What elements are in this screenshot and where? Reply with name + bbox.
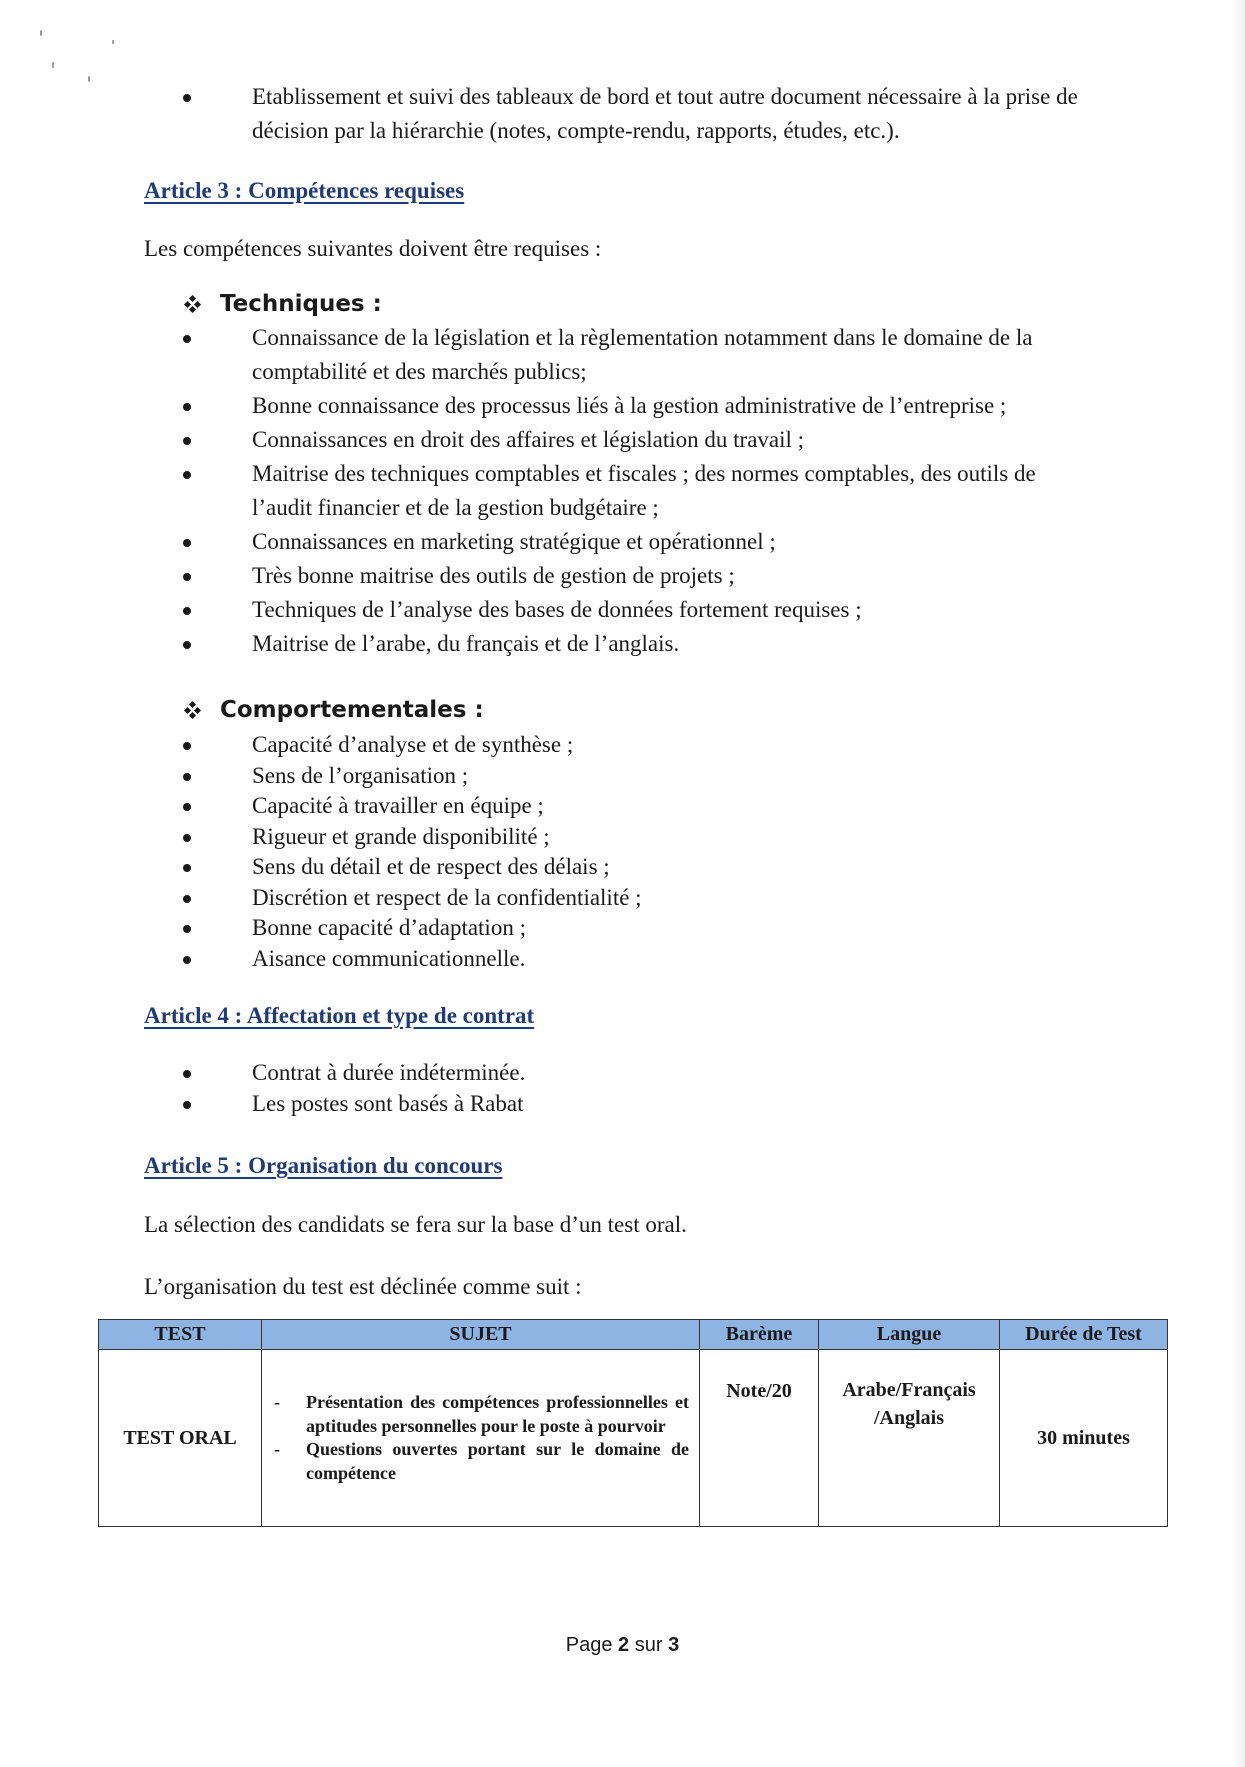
article-4-list xyxy=(183,1058,1083,1119)
list-item-text: Contrat à durée indéterminée. xyxy=(252,1060,526,1085)
sujet-item-text: Questions ouvertes portant sur le domaine de compétence xyxy=(306,1439,689,1483)
column-header-langue: Langue xyxy=(819,1320,1000,1350)
bullet-dot-icon xyxy=(183,573,191,581)
article-3-title: Article 3 : Compétences requises xyxy=(144,178,465,203)
bullet-dot-icon xyxy=(183,471,191,479)
column-header-sujet: SUJET xyxy=(262,1320,700,1350)
scan-speck xyxy=(88,76,90,82)
list-item xyxy=(183,525,1083,559)
list-item xyxy=(183,944,1083,975)
cell-test: TEST ORAL xyxy=(99,1350,262,1527)
list-item xyxy=(183,423,1083,457)
list-item-text: Connaissances en marketing stratégique et opérationnel ; xyxy=(252,529,776,554)
column-header-test: TEST xyxy=(99,1320,262,1350)
bullet-dot-icon xyxy=(183,1070,191,1078)
list-item xyxy=(183,1058,1083,1089)
techniques-heading-text: Techniques : xyxy=(220,291,382,317)
intro-bullet-list xyxy=(183,80,1083,148)
article-4-title: Article 4 : Affectation et type de contrat xyxy=(144,1003,535,1028)
table-row xyxy=(99,1350,1168,1527)
comportementales-heading xyxy=(183,697,484,723)
bullet-dot-icon xyxy=(183,773,191,781)
comportementales-list xyxy=(183,730,1083,974)
bullet-dot-icon xyxy=(183,403,191,411)
page-number-middle: sur xyxy=(629,1634,669,1656)
list-item xyxy=(183,593,1083,627)
list-item-text: Maitrise de l’arabe, du français et de l’anglais. xyxy=(252,631,680,656)
column-header-duree: Durée de Test xyxy=(1000,1320,1168,1350)
scan-speck xyxy=(40,30,42,36)
list-item-text: Maitrise des techniques comptables et fiscales ; des normes comptables, des outils de l’audit financier et de la gestion budgétaire ; xyxy=(252,461,1036,520)
bullet-dot-icon xyxy=(183,607,191,615)
page-number xyxy=(0,1634,1245,1657)
list-item xyxy=(183,730,1083,761)
comportementales-list-block xyxy=(183,730,1083,974)
four-diamond-icon xyxy=(185,296,201,312)
list-item-text: Etablissement et suivi des tableaux de bord et tout autre document nécessaire à la prise de décision par la hiérarchie (notes, compte-rendu, rapports, études, etc.). xyxy=(252,84,1078,143)
article-4-list-block xyxy=(183,1058,1083,1119)
list-item-text: Bonne capacité d’adaptation ; xyxy=(252,915,526,940)
test-organisation-table xyxy=(98,1319,1168,1527)
techniques-list-block xyxy=(183,321,1083,661)
list-item-text: Connaissances en droit des affaires et législation du travail ; xyxy=(252,427,805,452)
list-item-text: Connaissance de la législation et la règlementation notamment dans le domaine de la comptabilité et des marchés publics; xyxy=(252,325,1033,384)
list-item-text: Sens de l’organisation ; xyxy=(252,762,469,788)
bullet-dot-icon xyxy=(183,956,191,964)
list-item xyxy=(183,852,1083,883)
cell-sujet xyxy=(262,1350,700,1527)
cell-bareme: Note/20 xyxy=(700,1350,819,1527)
list-item-text: Aisance communicationnelle. xyxy=(252,945,526,971)
list-item-text: Capacité à travailler en équipe ; xyxy=(252,793,544,818)
dash-marker-icon: - xyxy=(274,1439,280,1459)
sujet-item xyxy=(274,1438,689,1485)
column-header-bareme: Barème xyxy=(700,1320,819,1350)
list-item-text: Capacité d’analyse et de synthèse ; xyxy=(252,732,574,757)
page-number-current: 2 xyxy=(618,1634,630,1656)
bullet-dot-icon xyxy=(183,94,191,102)
list-item-text: Rigueur et grande disponibilité ; xyxy=(252,823,550,849)
sujet-item-text: Présentation des compétences professionnelles et aptitudes personnelles pour le poste à pourvoir xyxy=(306,1392,689,1436)
cell-duree: 30 minutes xyxy=(1000,1350,1168,1527)
page-number-total: 3 xyxy=(668,1634,680,1656)
table-header-row xyxy=(99,1320,1168,1350)
comportementales-heading-text: Comportementales : xyxy=(220,697,484,723)
sujet-item xyxy=(274,1391,689,1438)
list-item-text: Techniques de l’analyse des bases de données fortement requises ; xyxy=(252,597,862,622)
list-item-text: Très bonne maitrise des outils de gestion de projets ; xyxy=(252,563,735,588)
list-item xyxy=(183,791,1083,822)
bullet-dot-icon xyxy=(183,1101,191,1109)
four-diamond-icon xyxy=(185,702,201,718)
bullet-dot-icon xyxy=(183,864,191,872)
langue-line: /Anglais xyxy=(873,1407,945,1429)
list-item-text: Sens du détail et de respect des délais ; xyxy=(252,854,610,879)
list-item xyxy=(183,559,1083,593)
techniques-list xyxy=(183,321,1083,661)
intro-bullet-block xyxy=(183,80,1083,148)
bullet-dot-icon xyxy=(183,834,191,842)
dash-marker-icon: - xyxy=(274,1392,280,1412)
list-item xyxy=(183,80,1083,148)
article-5-paragraph-2: L’organisation du test est déclinée comme suit : xyxy=(144,1274,582,1299)
bullet-dot-icon xyxy=(183,742,191,750)
list-item xyxy=(183,1089,1083,1120)
cell-langue xyxy=(819,1350,1000,1527)
list-item xyxy=(183,883,1083,914)
article-5-title: Article 5 : Organisation du concours xyxy=(144,1153,503,1178)
list-item xyxy=(183,913,1083,944)
bullet-dot-icon xyxy=(183,925,191,933)
list-item xyxy=(183,321,1083,389)
bullet-dot-icon xyxy=(183,895,191,903)
list-item xyxy=(183,627,1083,661)
page-number-prefix: Page xyxy=(565,1634,619,1656)
bullet-dot-icon xyxy=(183,335,191,343)
article-3-intro: Les compétences suivantes doivent être requises : xyxy=(144,236,602,261)
scan-speck xyxy=(112,40,114,44)
techniques-heading xyxy=(183,291,382,317)
list-item xyxy=(183,457,1083,525)
langue-line: Arabe/Français xyxy=(842,1379,976,1401)
list-item xyxy=(183,389,1083,423)
article-5-paragraph-1: La sélection des candidats se fera sur la base d’un test oral. xyxy=(144,1212,687,1237)
bullet-dot-icon xyxy=(183,641,191,649)
bullet-dot-icon xyxy=(183,539,191,547)
scan-speck xyxy=(52,62,54,68)
bullet-dot-icon xyxy=(183,803,191,811)
list-item-text: Bonne connaissance des processus liés à la gestion administrative de l’entreprise ; xyxy=(252,393,1007,418)
page-edge-shadow xyxy=(1231,0,1245,1767)
bullet-dot-icon xyxy=(183,437,191,445)
list-item xyxy=(183,761,1083,792)
list-item-text: Les postes sont basés à Rabat xyxy=(252,1090,524,1116)
list-item xyxy=(183,822,1083,853)
list-item-text: Discrétion et respect de la confidentialité ; xyxy=(252,884,642,910)
